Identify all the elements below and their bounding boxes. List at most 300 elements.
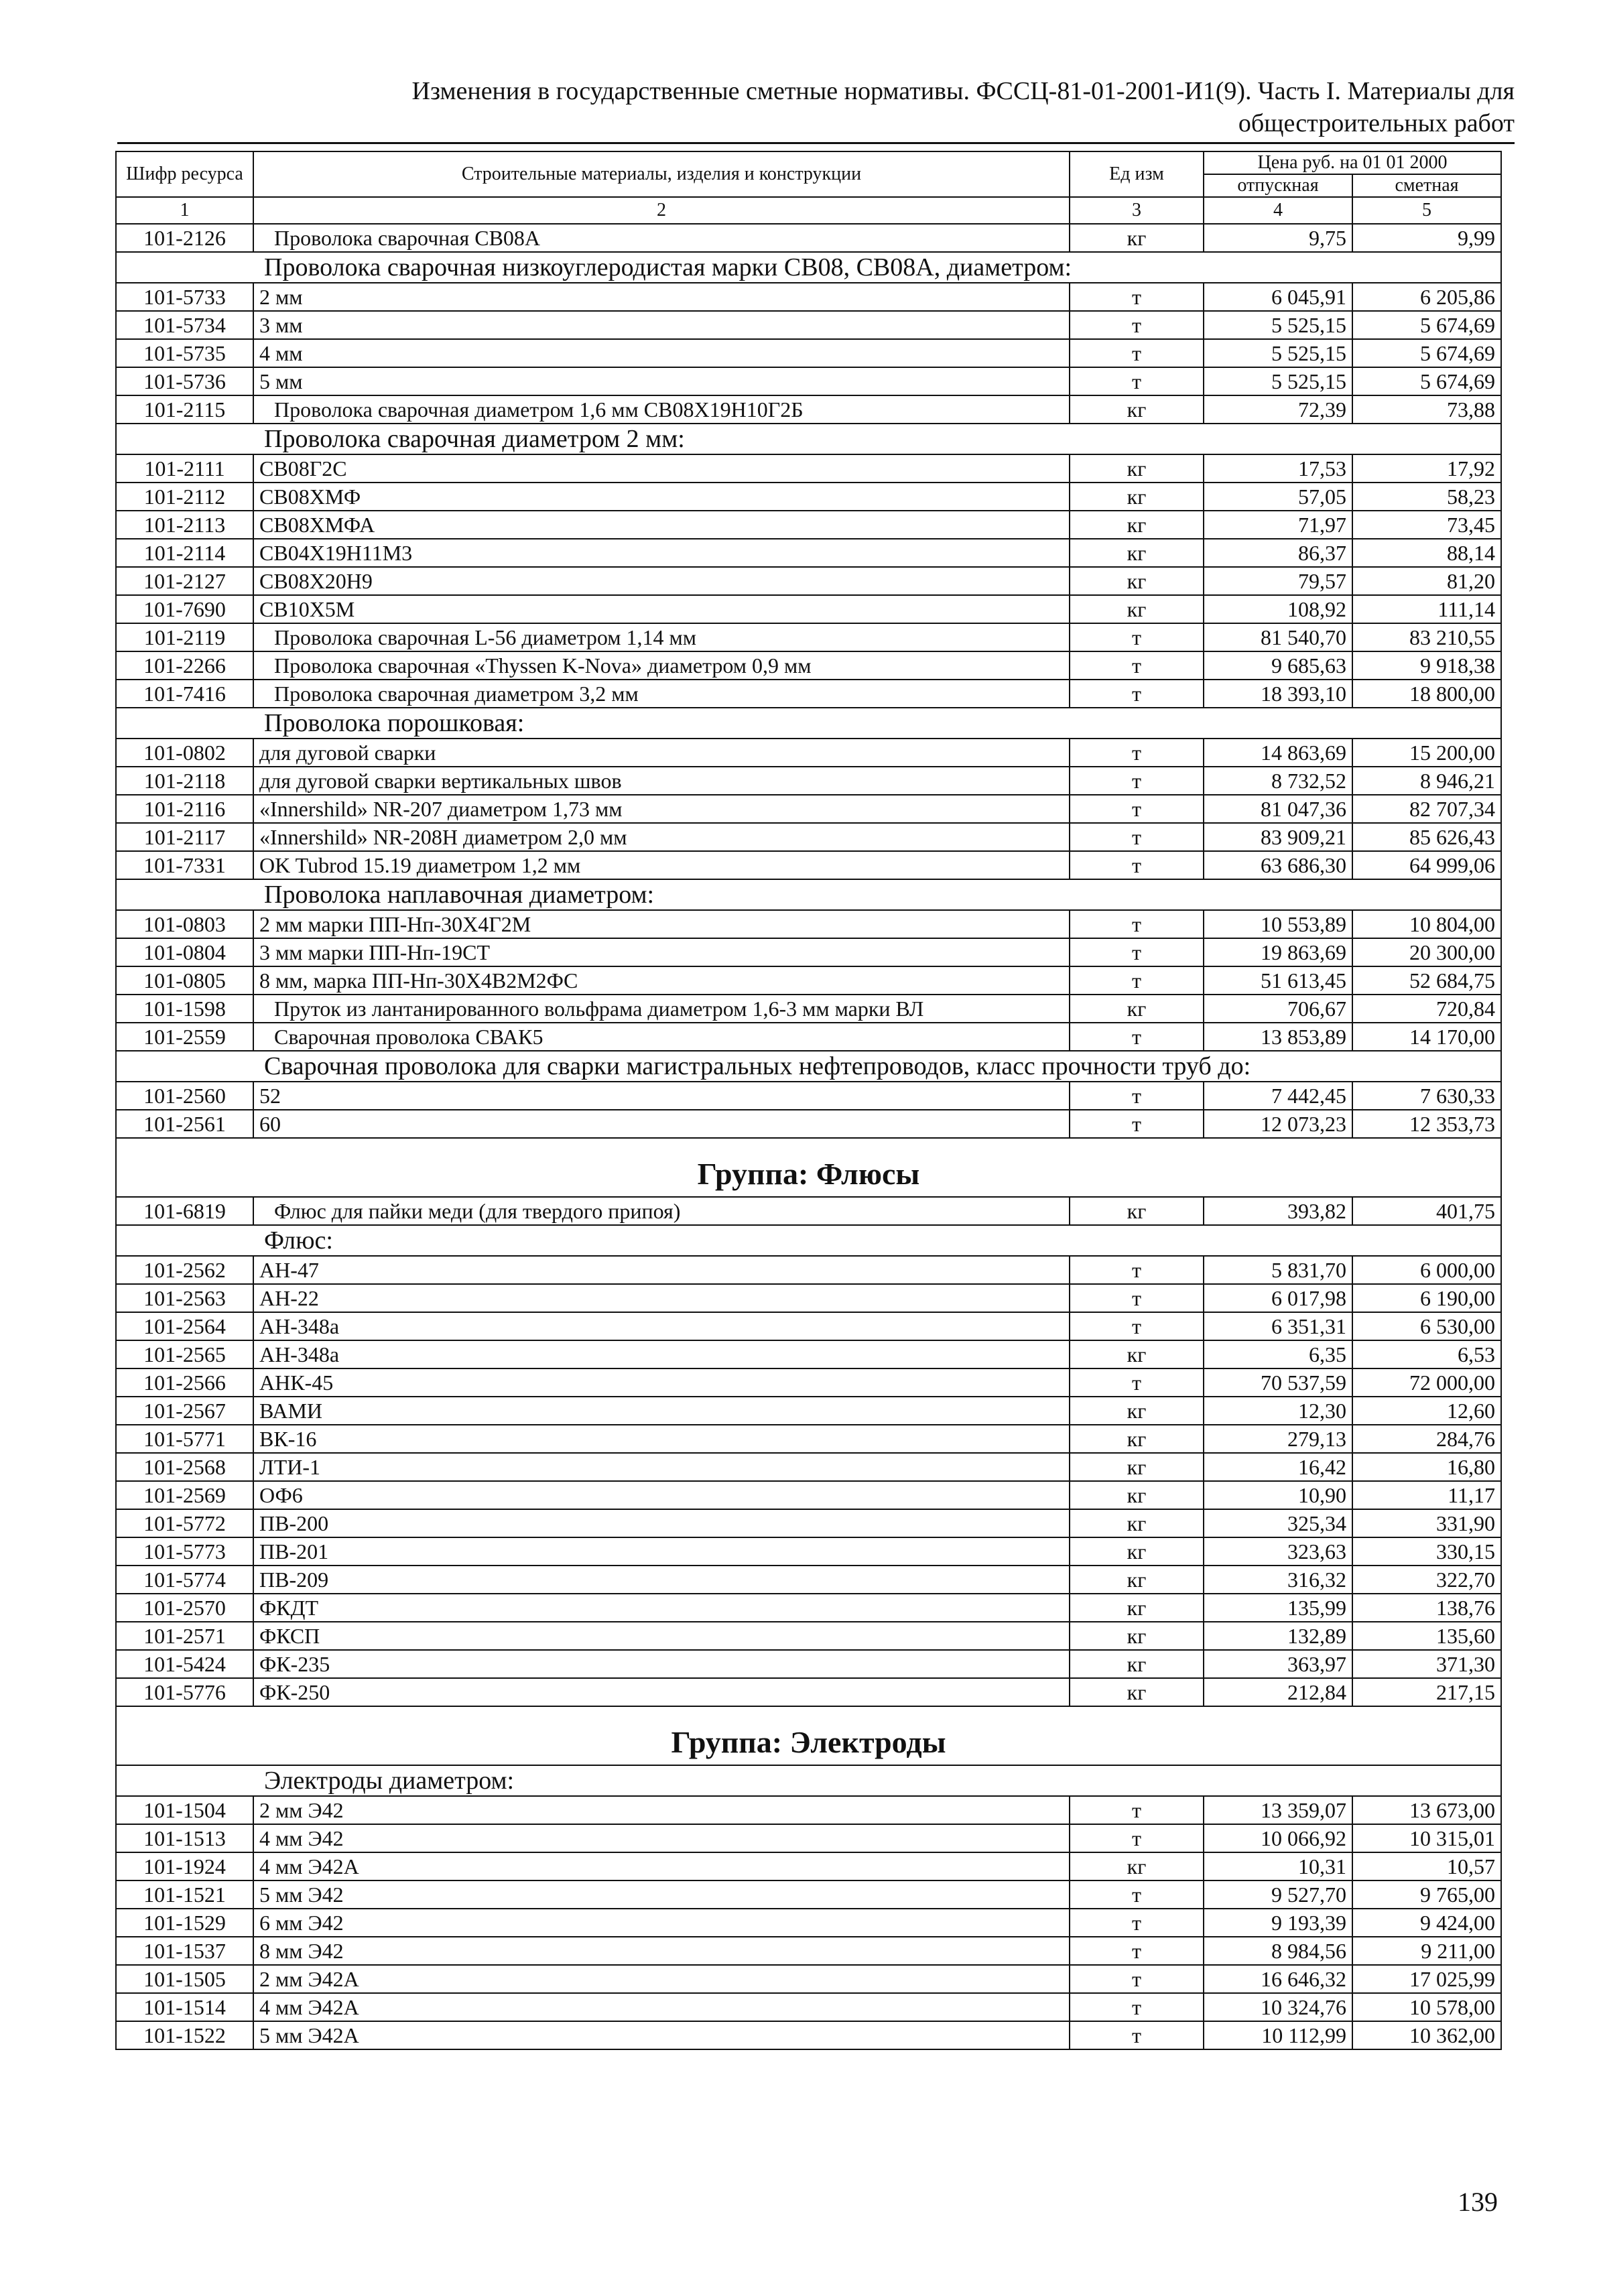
table-row	[116, 339, 1501, 367]
resource-code: 101-2126	[116, 224, 253, 252]
table-row	[116, 395, 1501, 424]
estimate-price: 81,20	[1352, 567, 1501, 595]
table-row	[116, 454, 1501, 483]
unit-cell: т	[1070, 966, 1204, 995]
unit-cell: т	[1070, 1993, 1204, 2021]
release-price: 108,92	[1204, 595, 1352, 623]
unit-cell: т	[1070, 1880, 1204, 1909]
resource-code: 101-2561	[116, 1110, 253, 1138]
release-price: 63 686,30	[1204, 851, 1352, 879]
resource-code: 101-1505	[116, 1965, 253, 1993]
material-name: Пруток из лантанированного вольфрама диаметром 1,6-3 мм марки ВЛ	[253, 995, 1070, 1023]
subheading: Флюс:	[116, 1225, 1501, 1256]
material-name: 52	[253, 1082, 1070, 1110]
unit-cell: кг	[1070, 1852, 1204, 1880]
subheading: Сварочная проволока для сварки магистральных нефтепроводов, класс прочности труб до:	[116, 1051, 1501, 1082]
release-price: 132,89	[1204, 1622, 1352, 1650]
material-name: 2 мм	[253, 283, 1070, 311]
release-price: 363,97	[1204, 1650, 1352, 1678]
column-numbers-row	[116, 197, 1501, 224]
resource-code: 101-0804	[116, 938, 253, 966]
estimate-price: 10 315,01	[1352, 1824, 1501, 1852]
resource-code: 101-5734	[116, 311, 253, 339]
table-row	[116, 938, 1501, 966]
resource-code: 101-5735	[116, 339, 253, 367]
table-row	[116, 1824, 1501, 1852]
material-name: 6 мм Э42	[253, 1909, 1070, 1937]
unit-cell: кг	[1070, 1622, 1204, 1650]
material-name: АН-348а	[253, 1340, 1070, 1368]
table-row	[116, 739, 1501, 767]
release-price: 7 442,45	[1204, 1082, 1352, 1110]
material-name: 60	[253, 1110, 1070, 1138]
unit-cell: кг	[1070, 1566, 1204, 1594]
material-name: 4 мм	[253, 339, 1070, 367]
estimate-price: 9,99	[1352, 224, 1501, 252]
unit-cell: т	[1070, 1110, 1204, 1138]
table-row	[116, 1880, 1501, 1909]
resource-code: 101-0802	[116, 739, 253, 767]
subheading-row	[116, 879, 1501, 910]
estimate-price: 10 578,00	[1352, 1993, 1501, 2021]
table-row	[116, 823, 1501, 851]
unit-cell: кг	[1070, 1481, 1204, 1509]
resource-code: 101-2571	[116, 1622, 253, 1650]
release-price: 10 112,99	[1204, 2021, 1352, 2049]
estimate-price: 12 353,73	[1352, 1110, 1501, 1138]
resource-code: 101-7416	[116, 680, 253, 708]
unit-cell: т	[1070, 851, 1204, 879]
resource-code: 101-2563	[116, 1284, 253, 1312]
table-row	[116, 1509, 1501, 1537]
subheading-row	[116, 252, 1501, 283]
release-price: 19 863,69	[1204, 938, 1352, 966]
unit-cell: кг	[1070, 1397, 1204, 1425]
release-price: 10 553,89	[1204, 910, 1352, 938]
release-price: 393,82	[1204, 1197, 1352, 1225]
unit-cell: кг	[1070, 224, 1204, 252]
unit-cell: т	[1070, 623, 1204, 651]
material-name: Проволока сварочная «Thyssen K-Nova» диаметром 0,9 мм	[253, 651, 1070, 680]
table-row	[116, 595, 1501, 623]
material-name: 8 мм Э42	[253, 1937, 1070, 1965]
unit-cell: т	[1070, 1368, 1204, 1397]
resource-code: 101-0803	[116, 910, 253, 938]
resource-code: 101-1598	[116, 995, 253, 1023]
table-row	[116, 1110, 1501, 1138]
unit-cell: т	[1070, 767, 1204, 795]
material-name: 2 мм Э42	[253, 1796, 1070, 1824]
release-price: 13 359,07	[1204, 1796, 1352, 1824]
table-row	[116, 2021, 1501, 2049]
subheading: Проволока порошковая:	[116, 708, 1501, 739]
table-row	[116, 1796, 1501, 1824]
unit-cell: т	[1070, 1023, 1204, 1051]
unit-cell: т	[1070, 1965, 1204, 1993]
release-price: 9 685,63	[1204, 651, 1352, 680]
unit-cell: кг	[1070, 1509, 1204, 1537]
unit-cell: т	[1070, 283, 1204, 311]
unit-cell: т	[1070, 367, 1204, 395]
table-row	[116, 1256, 1501, 1284]
unit-cell: т	[1070, 739, 1204, 767]
table-row	[116, 795, 1501, 823]
unit-cell: кг	[1070, 539, 1204, 567]
material-name: СВ10Х5М	[253, 595, 1070, 623]
unit-cell: т	[1070, 311, 1204, 339]
table-row	[116, 1397, 1501, 1425]
unit-cell: т	[1070, 1796, 1204, 1824]
release-price: 10 066,92	[1204, 1824, 1352, 1852]
release-price: 212,84	[1204, 1678, 1352, 1706]
table-row	[116, 483, 1501, 511]
unit-cell: т	[1070, 1909, 1204, 1937]
unit-cell: кг	[1070, 1594, 1204, 1622]
estimate-price: 15 200,00	[1352, 739, 1501, 767]
release-price: 86,37	[1204, 539, 1352, 567]
resource-code: 101-1529	[116, 1909, 253, 1937]
group-heading-row	[116, 1138, 1501, 1197]
estimate-price: 6 000,00	[1352, 1256, 1501, 1284]
material-name: 2 мм Э42А	[253, 1965, 1070, 1993]
unit-cell: т	[1070, 795, 1204, 823]
resource-code: 101-2118	[116, 767, 253, 795]
unit-cell: кг	[1070, 454, 1204, 483]
material-name: для дуговой сварки вертикальных швов	[253, 767, 1070, 795]
resource-code: 101-2568	[116, 1453, 253, 1481]
estimate-price: 5 674,69	[1352, 367, 1501, 395]
resource-code: 101-1504	[116, 1796, 253, 1824]
subheading: Проволока сварочная диаметром 2 мм:	[116, 424, 1501, 454]
release-price: 135,99	[1204, 1594, 1352, 1622]
resource-code: 101-2562	[116, 1256, 253, 1284]
material-name: Проволока сварочная СВ08А	[253, 224, 1070, 252]
material-name: «Innershild» NR-207 диаметром 1,73 мм	[253, 795, 1070, 823]
material-name: «Innershild» NR-208H диаметром 2,0 мм	[253, 823, 1070, 851]
resource-code: 101-2113	[116, 511, 253, 539]
table-row	[116, 1852, 1501, 1880]
release-price: 12,30	[1204, 1397, 1352, 1425]
material-name: СВ04Х19Н11М3	[253, 539, 1070, 567]
material-name: АН-22	[253, 1284, 1070, 1312]
resource-code: 101-2115	[116, 395, 253, 424]
table-row	[116, 1909, 1501, 1937]
release-price: 279,13	[1204, 1425, 1352, 1453]
estimate-price: 18 800,00	[1352, 680, 1501, 708]
release-price: 6,35	[1204, 1340, 1352, 1368]
estimate-price: 16,80	[1352, 1453, 1501, 1481]
estimate-price: 217,15	[1352, 1678, 1501, 1706]
resource-code: 101-5771	[116, 1425, 253, 1453]
release-price: 16 646,32	[1204, 1965, 1352, 1993]
table-row	[116, 1023, 1501, 1051]
estimate-price: 7 630,33	[1352, 1082, 1501, 1110]
estimate-price: 9 424,00	[1352, 1909, 1501, 1937]
unit-cell: кг	[1070, 483, 1204, 511]
resource-code: 101-2117	[116, 823, 253, 851]
unit-cell: т	[1070, 938, 1204, 966]
estimate-price: 330,15	[1352, 1537, 1501, 1566]
subheading-row	[116, 424, 1501, 454]
estimate-price: 8 946,21	[1352, 767, 1501, 795]
table-row	[116, 1453, 1501, 1481]
page-number: 139	[1458, 2187, 1498, 2217]
col-num-3: 3	[1070, 197, 1204, 224]
resource-code: 101-5774	[116, 1566, 253, 1594]
material-name: ФК-235	[253, 1650, 1070, 1678]
release-price: 325,34	[1204, 1509, 1352, 1537]
estimate-price: 331,90	[1352, 1509, 1501, 1537]
material-name: Проволока сварочная диаметром 1,6 мм СВ08Х19Н10Г2Б	[253, 395, 1070, 424]
material-name: 5 мм Э42	[253, 1880, 1070, 1909]
subheading-row	[116, 1225, 1501, 1256]
group-heading-row	[116, 1706, 1501, 1765]
estimate-price: 371,30	[1352, 1650, 1501, 1678]
release-price: 8 984,56	[1204, 1937, 1352, 1965]
estimate-price: 83 210,55	[1352, 623, 1501, 651]
estimate-price: 111,14	[1352, 595, 1501, 623]
resource-code: 101-5773	[116, 1537, 253, 1566]
release-price: 72,39	[1204, 395, 1352, 424]
unit-cell: т	[1070, 680, 1204, 708]
table-row	[116, 567, 1501, 595]
table-row	[116, 1312, 1501, 1340]
release-price: 8 732,52	[1204, 767, 1352, 795]
unit-cell: кг	[1070, 1197, 1204, 1225]
material-name: OK Tubrod 15.19 диаметром 1,2 мм	[253, 851, 1070, 879]
resource-code: 101-2119	[116, 623, 253, 651]
running-header	[117, 75, 1515, 139]
col-num-5: 5	[1352, 197, 1501, 224]
resource-code: 101-2560	[116, 1082, 253, 1110]
estimate-price: 720,84	[1352, 995, 1501, 1023]
release-price: 10,90	[1204, 1481, 1352, 1509]
table-row	[116, 966, 1501, 995]
material-name: Сварочная проволока СВАК5	[253, 1023, 1070, 1051]
material-name: ЛТИ-1	[253, 1453, 1070, 1481]
resource-code: 101-2266	[116, 651, 253, 680]
release-price: 5 525,15	[1204, 367, 1352, 395]
material-name: 3 мм марки ПП-Нп-19СТ	[253, 938, 1070, 966]
estimate-price: 6 530,00	[1352, 1312, 1501, 1340]
col-header-code: Шифр ресурса	[116, 151, 253, 197]
table-row	[116, 1965, 1501, 1993]
unit-cell: т	[1070, 2021, 1204, 2049]
release-price: 9 193,39	[1204, 1909, 1352, 1937]
estimate-price: 58,23	[1352, 483, 1501, 511]
estimate-price: 9 765,00	[1352, 1880, 1501, 1909]
resource-code: 101-2566	[116, 1368, 253, 1397]
material-name: СВ08ХМФА	[253, 511, 1070, 539]
release-price: 81 540,70	[1204, 623, 1352, 651]
estimate-price: 6,53	[1352, 1340, 1501, 1368]
estimate-price: 322,70	[1352, 1566, 1501, 1594]
resource-code: 101-2569	[116, 1481, 253, 1509]
estimate-price: 73,45	[1352, 511, 1501, 539]
unit-cell: кг	[1070, 595, 1204, 623]
table-row	[116, 1368, 1501, 1397]
table-row	[116, 995, 1501, 1023]
unit-cell: т	[1070, 910, 1204, 938]
resource-code: 101-7690	[116, 595, 253, 623]
resource-code: 101-5424	[116, 1650, 253, 1678]
material-name: ФКСП	[253, 1622, 1070, 1650]
col-num-2: 2	[253, 197, 1070, 224]
release-price: 71,97	[1204, 511, 1352, 539]
estimate-price: 82 707,34	[1352, 795, 1501, 823]
material-name: АН-47	[253, 1256, 1070, 1284]
material-name: для дуговой сварки	[253, 739, 1070, 767]
subheading-row	[116, 1765, 1501, 1796]
table-row	[116, 851, 1501, 879]
release-price: 12 073,23	[1204, 1110, 1352, 1138]
resource-code: 101-1514	[116, 1993, 253, 2021]
material-name: 4 мм Э42А	[253, 1852, 1070, 1880]
col-header-unit: Ед изм	[1070, 151, 1204, 197]
col-num-1: 1	[116, 197, 253, 224]
material-name: 8 мм, марка ПП-Нп-30Х4В2М2ФС	[253, 966, 1070, 995]
table-row	[116, 311, 1501, 339]
table-row	[116, 1082, 1501, 1110]
table-header-row	[116, 151, 1501, 174]
release-price: 16,42	[1204, 1453, 1352, 1481]
table-row	[116, 539, 1501, 567]
resource-code: 101-1521	[116, 1880, 253, 1909]
unit-cell: кг	[1070, 1453, 1204, 1481]
group-heading: Группа: Электроды	[116, 1706, 1501, 1765]
estimate-price: 72 000,00	[1352, 1368, 1501, 1397]
unit-cell: кг	[1070, 567, 1204, 595]
col-header-name: Строительные материалы, изделия и конструкции	[253, 151, 1070, 197]
release-price: 6 017,98	[1204, 1284, 1352, 1312]
table-row	[116, 1937, 1501, 1965]
estimate-price: 6 205,86	[1352, 283, 1501, 311]
material-name: 3 мм	[253, 311, 1070, 339]
unit-cell: кг	[1070, 395, 1204, 424]
unit-cell: кг	[1070, 1678, 1204, 1706]
unit-cell: кг	[1070, 1425, 1204, 1453]
table-row	[116, 680, 1501, 708]
release-price: 9 527,70	[1204, 1880, 1352, 1909]
unit-cell: т	[1070, 823, 1204, 851]
material-name: ВК-16	[253, 1425, 1070, 1453]
estimate-price: 13 673,00	[1352, 1796, 1501, 1824]
material-name: ФКДТ	[253, 1594, 1070, 1622]
material-name: ОФ6	[253, 1481, 1070, 1509]
material-name: 5 мм Э42А	[253, 2021, 1070, 2049]
header-line-1: Изменения в государственные сметные нормативы. ФССЦ-81-01-2001-И1(9). Часть I. Материалы для	[411, 77, 1515, 105]
resource-code: 101-2565	[116, 1340, 253, 1368]
material-name: ПВ-200	[253, 1509, 1070, 1537]
unit-cell: кг	[1070, 511, 1204, 539]
release-price: 70 537,59	[1204, 1368, 1352, 1397]
release-price: 5 525,15	[1204, 339, 1352, 367]
estimate-price: 9 211,00	[1352, 1937, 1501, 1965]
table-row	[116, 367, 1501, 395]
release-price: 81 047,36	[1204, 795, 1352, 823]
material-name: Проволока сварочная L-56 диаметром 1,14 мм	[253, 623, 1070, 651]
resource-code: 101-2567	[116, 1397, 253, 1425]
estimate-price: 138,76	[1352, 1594, 1501, 1622]
release-price: 10 324,76	[1204, 1993, 1352, 2021]
resource-code: 101-7331	[116, 851, 253, 879]
unit-cell: т	[1070, 651, 1204, 680]
table-row	[116, 767, 1501, 795]
release-price: 79,57	[1204, 567, 1352, 595]
release-price: 5 525,15	[1204, 311, 1352, 339]
resource-code: 101-2570	[116, 1594, 253, 1622]
estimate-price: 9 918,38	[1352, 651, 1501, 680]
release-price: 18 393,10	[1204, 680, 1352, 708]
estimate-price: 88,14	[1352, 539, 1501, 567]
estimate-price: 401,75	[1352, 1197, 1501, 1225]
col-header-estimate: сметная	[1352, 174, 1501, 197]
unit-cell: кг	[1070, 1340, 1204, 1368]
col-num-4: 4	[1204, 197, 1352, 224]
estimate-price: 73,88	[1352, 395, 1501, 424]
estimate-price: 17,92	[1352, 454, 1501, 483]
release-price: 57,05	[1204, 483, 1352, 511]
release-price: 83 909,21	[1204, 823, 1352, 851]
resource-code: 101-2116	[116, 795, 253, 823]
unit-cell: кг	[1070, 995, 1204, 1023]
resource-code: 101-2112	[116, 483, 253, 511]
resource-code: 101-1513	[116, 1824, 253, 1852]
table-row	[116, 910, 1501, 938]
unit-cell: т	[1070, 1312, 1204, 1340]
subheading: Электроды диаметром:	[116, 1765, 1501, 1796]
table-row	[116, 1566, 1501, 1594]
table-row	[116, 1594, 1501, 1622]
material-name: СВ08Г2С	[253, 454, 1070, 483]
material-name: ВАМИ	[253, 1397, 1070, 1425]
material-name: АН-348а	[253, 1312, 1070, 1340]
material-name: 4 мм Э42	[253, 1824, 1070, 1852]
estimate-price: 284,76	[1352, 1425, 1501, 1453]
estimate-price: 64 999,06	[1352, 851, 1501, 879]
material-name: ПВ-201	[253, 1537, 1070, 1566]
unit-cell: т	[1070, 339, 1204, 367]
table-row	[116, 651, 1501, 680]
price-table	[115, 151, 1502, 2050]
material-name: Флюс для пайки меди (для твердого припоя)	[253, 1197, 1070, 1225]
estimate-price: 85 626,43	[1352, 823, 1501, 851]
resource-code: 101-1522	[116, 2021, 253, 2049]
estimate-price: 10 804,00	[1352, 910, 1501, 938]
material-name: Проволока сварочная диаметром 3,2 мм	[253, 680, 1070, 708]
table-row	[116, 1622, 1501, 1650]
table-row	[116, 1340, 1501, 1368]
release-price: 6 045,91	[1204, 283, 1352, 311]
unit-cell: т	[1070, 1256, 1204, 1284]
unit-cell: т	[1070, 1937, 1204, 1965]
estimate-price: 11,17	[1352, 1481, 1501, 1509]
release-price: 6 351,31	[1204, 1312, 1352, 1340]
table-row	[116, 1678, 1501, 1706]
table-row	[116, 511, 1501, 539]
estimate-price: 10,57	[1352, 1852, 1501, 1880]
col-header-price: Цена руб. на 01 01 2000	[1204, 151, 1501, 174]
unit-cell: т	[1070, 1082, 1204, 1110]
table-row	[116, 283, 1501, 311]
table-row	[116, 1993, 1501, 2021]
table-row	[116, 623, 1501, 651]
table-row	[116, 1197, 1501, 1225]
table-row	[116, 1650, 1501, 1678]
release-price: 17,53	[1204, 454, 1352, 483]
resource-code: 101-2559	[116, 1023, 253, 1051]
col-header-release: отпускная	[1204, 174, 1352, 197]
